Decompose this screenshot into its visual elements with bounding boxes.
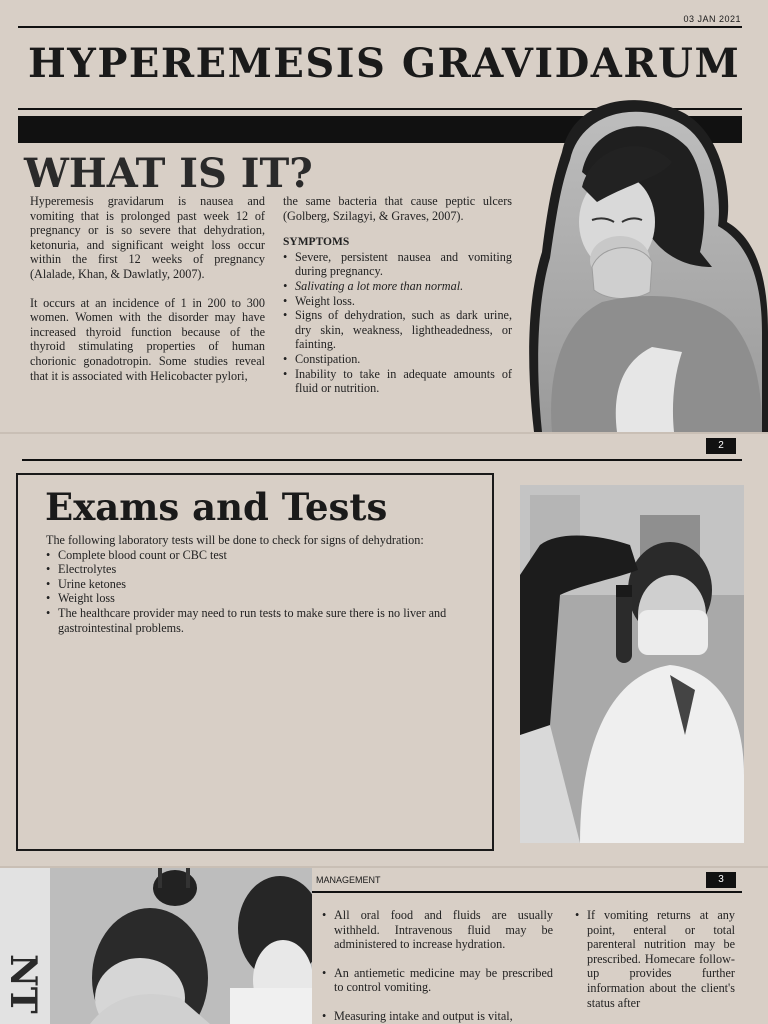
symptom-item: • Salivating a lot more than normal. (283, 279, 512, 294)
page-title: HYPEREMESIS GRAVIDARUM (28, 40, 741, 87)
women-photo (0, 868, 312, 1024)
page3-top-rule (312, 891, 742, 893)
management-list-2 (575, 908, 735, 1010)
symptoms-list (283, 250, 512, 396)
exams-body (46, 533, 454, 635)
incidence-paragraph: It occurs at an incidence of 1 in 200 to 300 women. Women with the disorder may have increased thyroid function because of the thyroid stimulating properties of human chorionic gonadotropin. Some studies reveal that it is associated with Helicobacter pylori, (30, 295, 265, 383)
exams-intro: The following laboratory tests will be done to check for signs of dehydration: (46, 533, 424, 547)
page-number-badge: 2 (706, 438, 736, 454)
tests-list (46, 548, 454, 636)
test-item: • Complete blood count or CBC test (46, 548, 454, 563)
management-item: • An antiemetic medicine may be prescribed to control vomiting. (322, 966, 553, 995)
section-heading: WHAT IS IT? (24, 150, 313, 197)
symptoms-heading: SYMPTOMS (283, 236, 350, 249)
issue-date: 03 JAN 2021 (683, 14, 741, 24)
management-column-1 (322, 908, 553, 1024)
test-item: • Weight loss (46, 591, 454, 606)
top-rule (18, 26, 742, 28)
exams-box (16, 473, 494, 851)
page-1 (0, 0, 768, 432)
symptom-item: • Constipation. (283, 352, 512, 367)
lab-technician-photo (520, 485, 744, 843)
symptom-item: • Weight loss. (283, 294, 512, 309)
symptom-item: • Signs of dehydration, such as dark urine, dry skin, weakness, lightheadedness, or fainting. (283, 308, 512, 352)
management-item: • If vomiting returns at any point, enteral or total parenteral nutrition may be prescribed. Homecare follow-up provides further information about the client's status after (575, 908, 735, 1010)
management-list (322, 908, 553, 1024)
page-number-badge: 3 (706, 872, 736, 888)
test-item: • The healthcare provider may need to run tests to make sure there is no liver and gastrointestinal problems. (46, 606, 454, 635)
page-2 (0, 434, 768, 866)
vertical-side-text: NT (2, 954, 44, 1014)
management-label: MANAGEMENT (316, 875, 381, 885)
column-1 (30, 194, 265, 397)
bacteria-paragraph: the same bacteria that cause peptic ulcers (Golberg, Szilagyi, & Graves, 2007). (283, 194, 512, 223)
intro-paragraph: Hyperemesis gravidarum is nausea and vomiting that is prolonged past week 12 of pregnancy or is so severe that dehydration, ketonuria, and significant weight loss occur within the first 12 weeks of pregnancy (Alalade, Khan, & Dawlatly, 2007). (30, 194, 265, 281)
symptom-item: • Inability to take in adequate amounts of fluid or nutrition. (283, 367, 512, 396)
management-item: • Measuring intake and output is vital, (322, 1009, 553, 1024)
exams-heading: Exams and Tests (45, 485, 388, 529)
test-item: • Urine ketones (46, 577, 454, 592)
page-3 (0, 868, 768, 1024)
page2-top-rule (22, 459, 742, 461)
management-column-2 (575, 908, 735, 1010)
nauseous-woman-photo (522, 92, 768, 432)
management-item: • All oral food and fluids are usually withheld. Intravenous fluid may be administered to increase hydration. (322, 908, 553, 952)
column-2 (283, 194, 512, 396)
symptom-item: • Severe, persistent nausea and vomiting during pregnancy. (283, 250, 512, 279)
test-item: • Electrolytes (46, 562, 454, 577)
